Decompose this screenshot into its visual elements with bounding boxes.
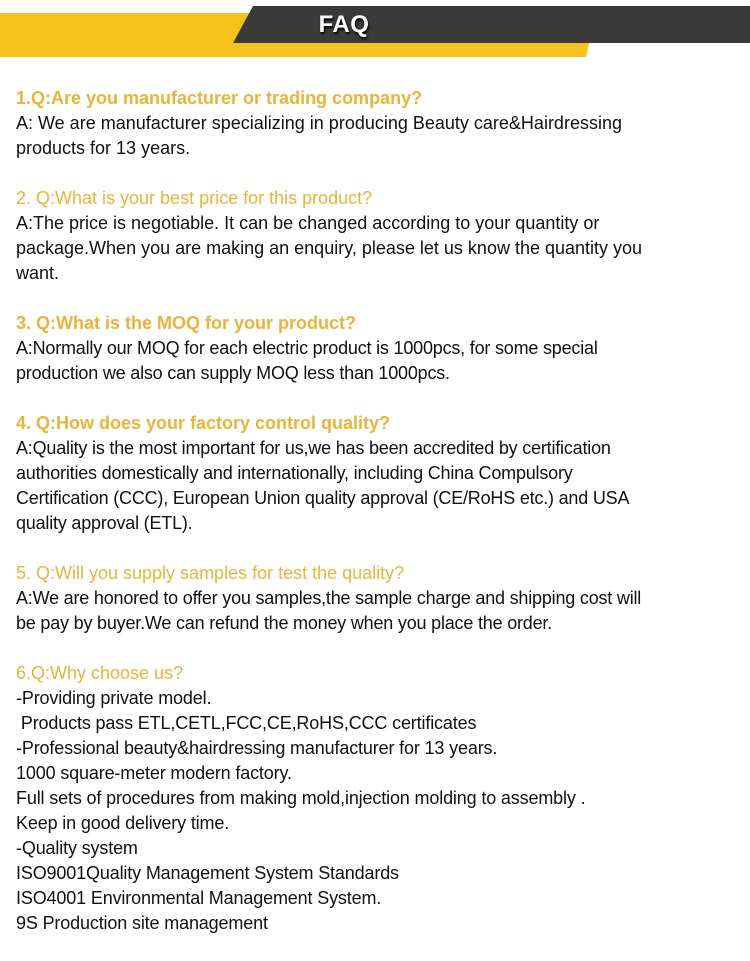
faq-question-6: 6.Q:Why choose us?	[16, 663, 184, 683]
why-us-line: ISO9001Quality Management System Standards	[16, 863, 399, 883]
faq-answer-line: A:The price is negotiable. It can be changed according to your quantity or	[16, 213, 600, 233]
faq-answer-line: A:Normally our MOQ for each electric product is 1000pcs, for some special	[16, 338, 598, 358]
faq-question-2: 2. Q:What is your best price for this product?	[16, 188, 373, 208]
faq-answer-line: be pay by buyer.We can refund the money when you place the order.	[16, 613, 553, 633]
why-us-line: -Quality system	[16, 838, 138, 858]
faq-question-4: 4. Q:How does your factory control quality?	[16, 413, 391, 433]
faq-question-1: 1.Q:Are you manufacturer or trading company?	[16, 88, 423, 108]
faq-item-6	[16, 661, 746, 936]
faq-item-1	[16, 86, 746, 161]
faq-question-3: 3. Q:What is the MOQ for your product?	[16, 313, 356, 333]
faq-answer-line: A: We are manufacturer specializing in producing Beauty care&Hairdressing	[16, 113, 622, 133]
faq-item-4	[16, 411, 746, 536]
why-us-line: 1000 square-meter modern factory.	[16, 763, 292, 783]
faq-answer-line: A:Quality is the most important for us,we has been accredited by certification	[16, 438, 611, 458]
faq-answer-line: A:We are honored to offer you samples,the sample charge and shipping cost will	[16, 588, 642, 608]
faq-item-5	[16, 561, 746, 636]
faq-answer-line: Certification (CCC), European Union quality approval (CE/RoHS etc.) and USA	[16, 488, 630, 508]
faq-item-2	[16, 186, 746, 286]
faq-answer-line: want.	[16, 263, 60, 283]
faq-answer-line: products for 13 years.	[16, 138, 191, 158]
why-us-line: -Professional beauty&hairdressing manufacturer for 13 years.	[16, 738, 498, 758]
why-us-line: Full sets of procedures from making mold,injection molding to assembly .	[16, 788, 586, 808]
faq-list	[16, 86, 746, 961]
why-us-line: Products pass ETL,CETL,FCC,CE,RoHS,CCC certificates	[16, 713, 477, 733]
faq-item-3	[16, 311, 746, 386]
why-us-line: ISO4001 Environmental Management System.	[16, 888, 382, 908]
why-us-line: Keep in good delivery time.	[16, 813, 230, 833]
faq-answer-line: authorities domestically and internationally, including China Compulsory	[16, 463, 573, 483]
why-us-line: -Providing private model.	[16, 688, 212, 708]
faq-banner	[0, 0, 750, 64]
banner-title: FAQ	[318, 11, 370, 38]
faq-question-5: 5. Q:Will you supply samples for test the quality?	[16, 563, 405, 583]
faq-answer-line: quality approval (ETL).	[16, 513, 193, 533]
faq-answer-line: production we also can supply MOQ less than 1000pcs.	[16, 363, 450, 383]
faq-answer-line: package.When you are making an enquiry, please let us know the quantity you	[16, 238, 643, 258]
why-us-line: 9S Production site management	[16, 913, 268, 933]
